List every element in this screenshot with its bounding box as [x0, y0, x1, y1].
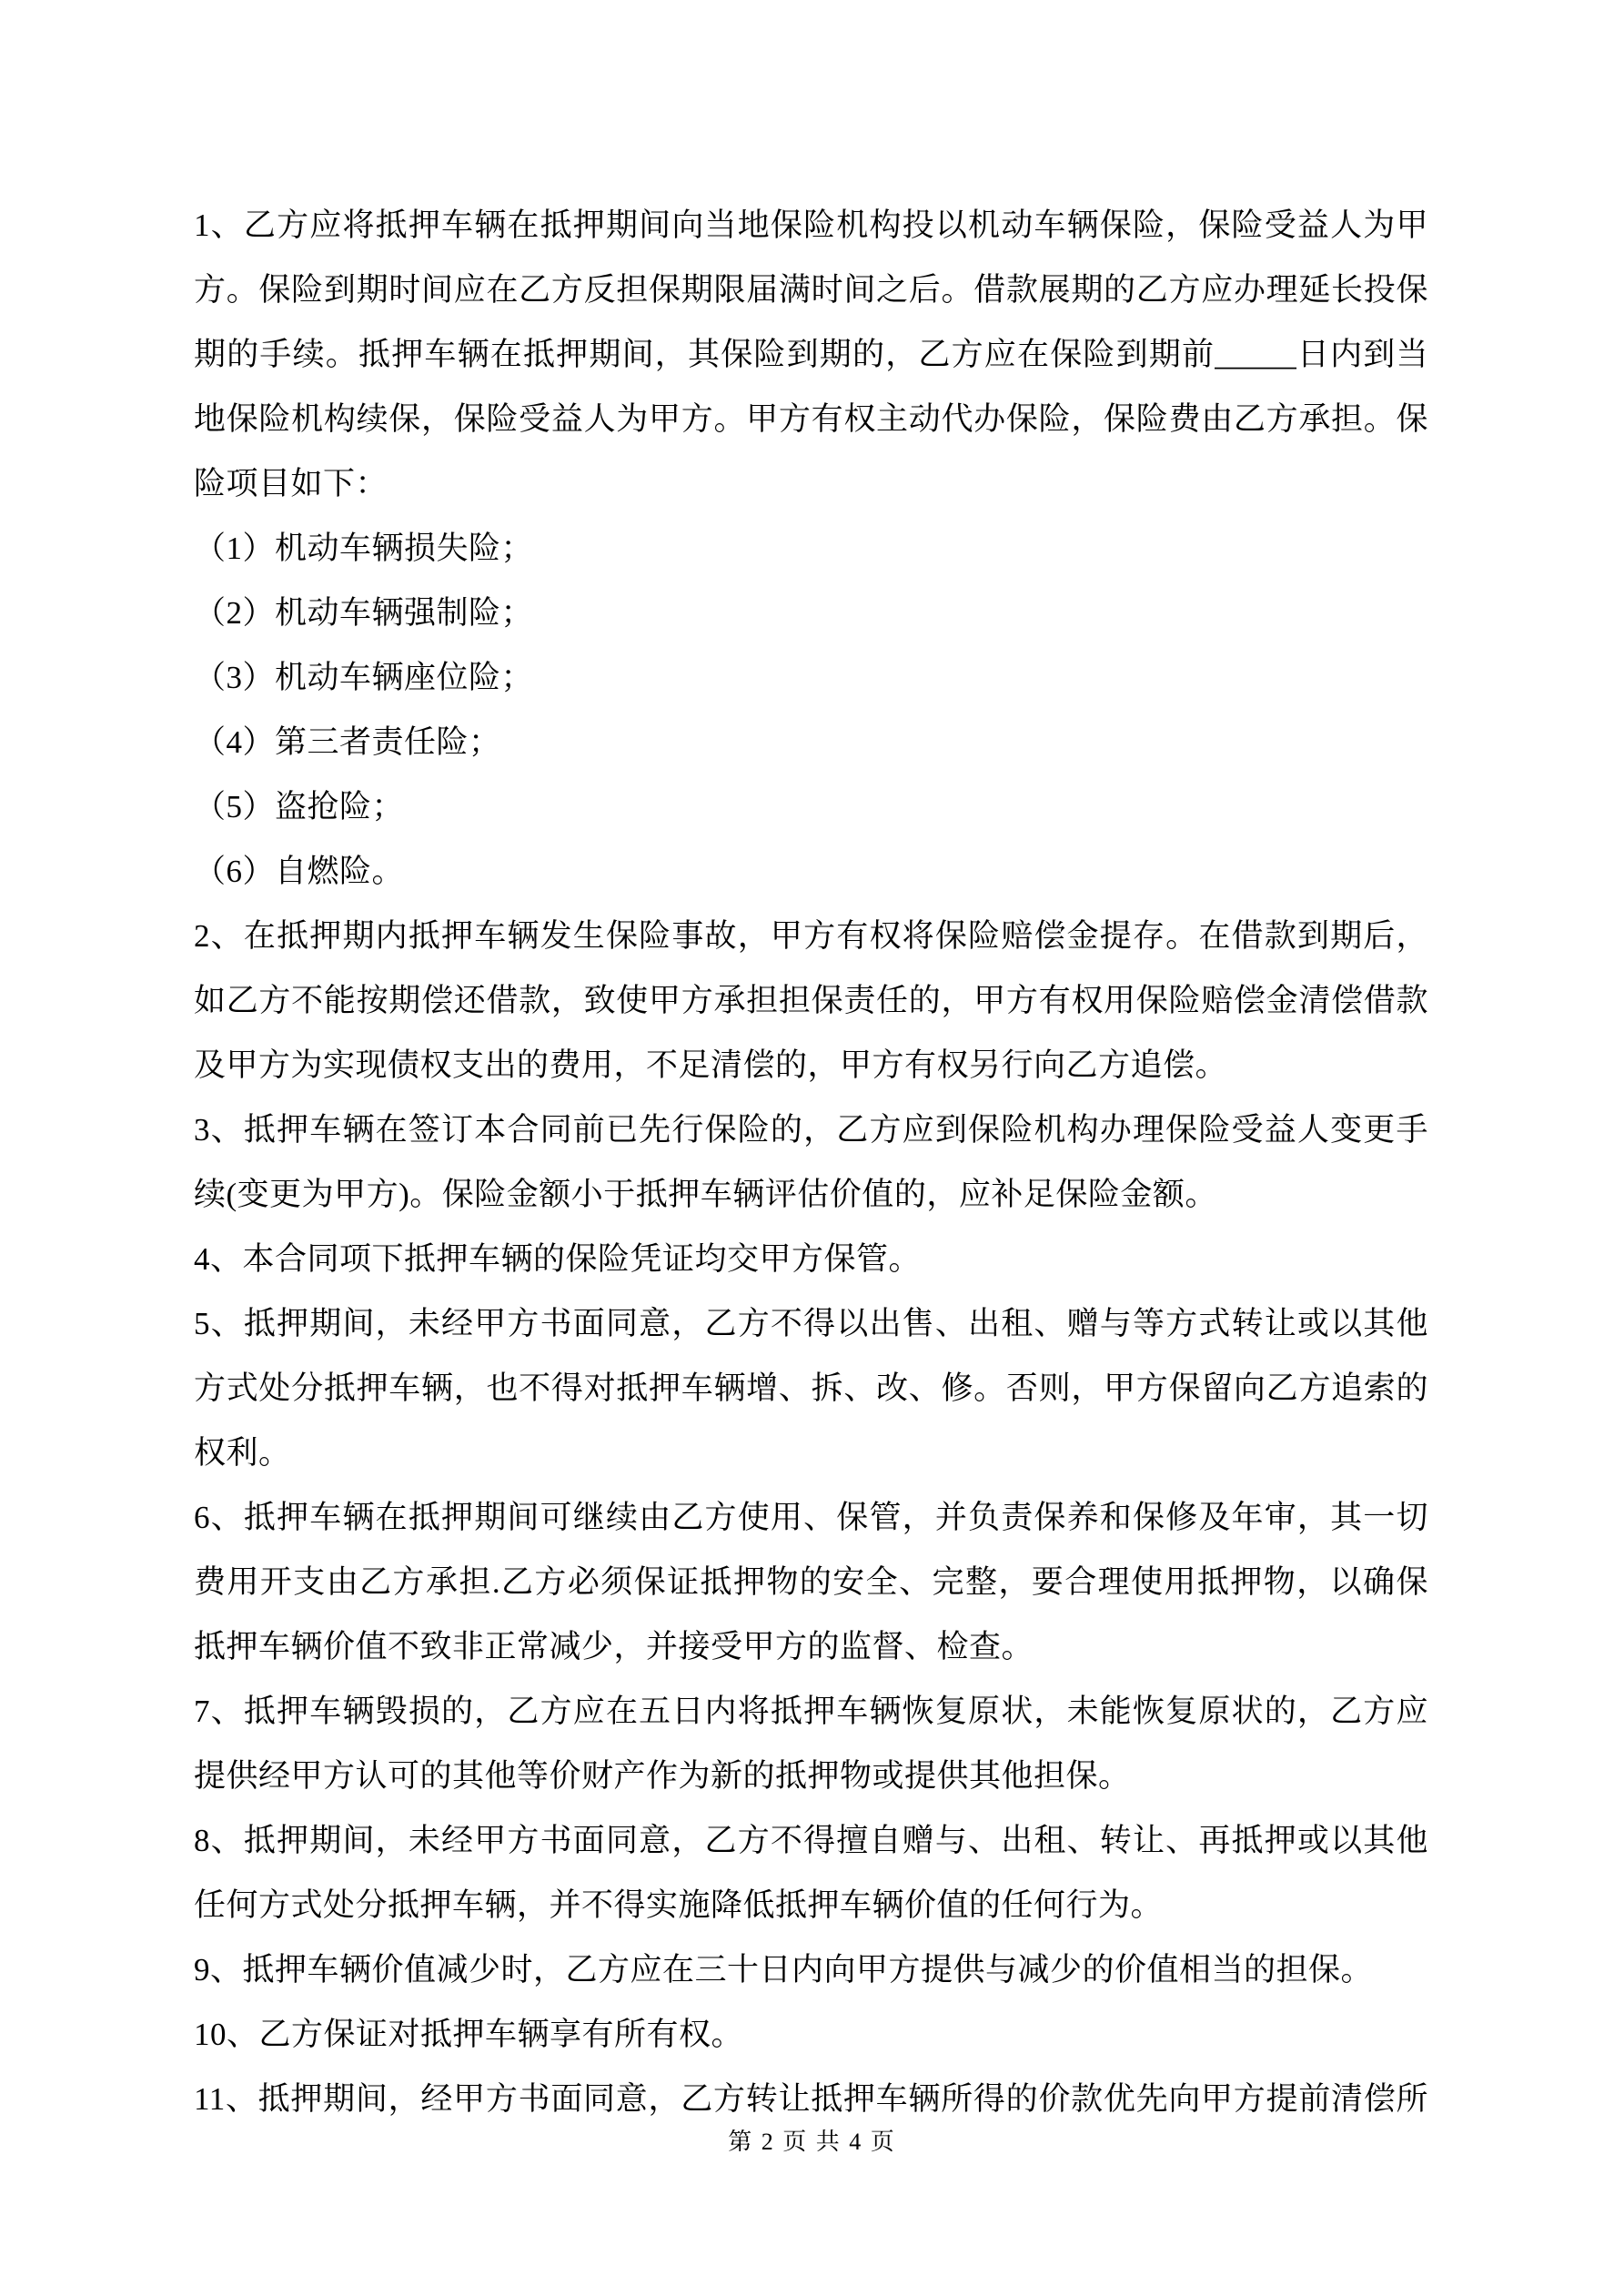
text-line: 方式处分抵押车辆，也不得对抵押车辆增、拆、改、修。否则，甲方保留向乙方追索的 [194, 1371, 1428, 1406]
text-line: 9、抵押车辆价值减少时，乙方应在三十日内向甲方提供与减少的价值相当的担保。 [194, 1952, 1374, 1988]
text-line: 期的手续。抵押车辆在抵押期间，其保险到期的，乙方应在保险到期前_____日内到当 [194, 337, 1428, 372]
text-line: 3、抵押车辆在签订本合同前已先行保险的，乙方应到保险机构办理保险受益人变更手 [194, 1112, 1428, 1148]
text-line: 10、乙方保证对抵押车辆享有所有权。 [194, 2017, 744, 2052]
text-line: 11、抵押期间，经甲方书面同意，乙方转让抵押车辆所得的价款优先向甲方提前清偿所 [194, 2081, 1428, 2117]
text-line: （4）第三者责任险； [194, 724, 501, 760]
text-line: 及甲方为实现债权支出的费用，不足清偿的，甲方有权另行向乙方追偿。 [194, 1047, 1228, 1083]
text-line: 方。保险到期时间应在乙方反担保期限届满时间之后。借款展期的乙方应办理延长投保 [194, 272, 1428, 308]
page-number-label: 第 2 页 共 4 页 [728, 2129, 896, 2155]
text-line: （5）盗抢险； [194, 789, 405, 824]
text-line: （6）自燃险。 [194, 854, 405, 889]
text-line: 8、抵押期间，未经甲方书面同意，乙方不得擅自赠与、出租、转让、再抵押或以其他 [194, 1823, 1428, 1858]
text-line: （3）机动车辆座位险； [194, 660, 534, 695]
text-line: 任何方式处分抵押车辆，并不得实施降低抵押车辆价值的任何行为。 [194, 1887, 1164, 1923]
text-line: （1）机动车辆损失险； [194, 531, 534, 566]
text-line: 4、本合同项下抵押车辆的保险凭证均交甲方保管。 [194, 1241, 922, 1277]
text-line: 抵押车辆价值不致非正常减少，并接受甲方的监督、检查。 [194, 1629, 1034, 1664]
text-line: 续(变更为甲方)。保险金额小于抵押车辆评估价值的，应补足保险金额。 [194, 1177, 1217, 1212]
text-line: 6、抵押车辆在抵押期间可继续由乙方使用、保管，并负责保养和保修及年审，其一切 [194, 1500, 1428, 1535]
text-line: 如乙方不能按期偿还借款，致使甲方承担担保责任的，甲方有权用保险赔偿金清偿借款 [194, 983, 1428, 1018]
text-line: 地保险机构续保，保险受益人为甲方。甲方有权主动代办保险，保险费由乙方承担。保 [194, 401, 1428, 437]
text-line: 7、抵押车辆毁损的，乙方应在五日内将抵押车辆恢复原状，未能恢复原状的，乙方应 [194, 1694, 1428, 1729]
text-line: 提供经甲方认可的其他等价财产作为新的抵押物或提供其他担保。 [194, 1758, 1131, 1794]
text-line: 2、在抵押期内抵押车辆发生保险事故，甲方有权将保险赔偿金提存。在借款到期后， [194, 918, 1428, 954]
text-line: 5、抵押期间，未经甲方书面同意，乙方不得以出售、出租、赠与等方式转让或以其他 [194, 1306, 1428, 1341]
text-line: 1、乙方应将抵押车辆在抵押期间向当地保险机构投以机动车辆保险，保险受益人为甲 [194, 207, 1428, 243]
text-line: 费用开支由乙方承担.乙方必须保证抵押物的安全、完整，要合理使用抵押物，以确保 [194, 1564, 1428, 1600]
text-line: 权利。 [194, 1435, 291, 1471]
text-line: 险项目如下： [194, 466, 388, 501]
document-body [194, 193, 1428, 2131]
text-line: （2）机动车辆强制险； [194, 595, 534, 631]
page-footer [0, 2124, 1624, 2160]
